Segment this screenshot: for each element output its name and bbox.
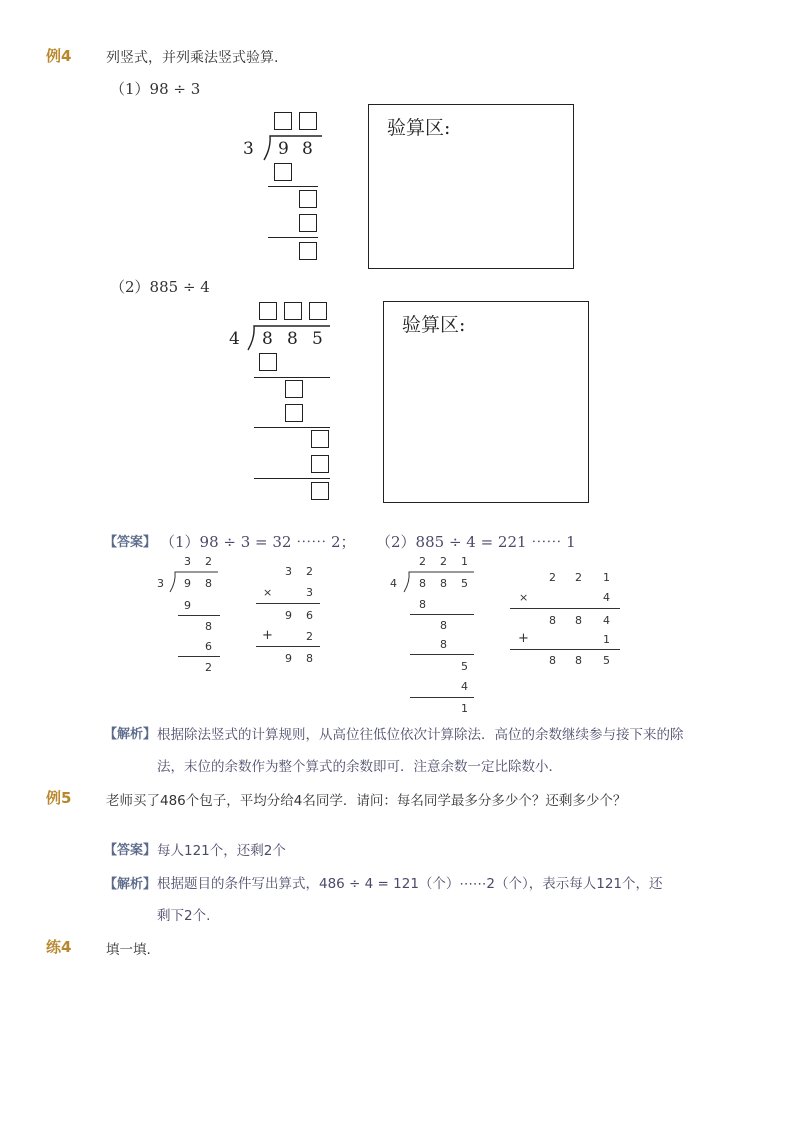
dividend-digit: 8 <box>302 139 313 159</box>
sum-digit: 8 <box>575 654 582 667</box>
product-digit: 8 <box>575 614 582 627</box>
subtraction-line <box>410 697 474 698</box>
quotient-digit: 2 <box>440 555 447 568</box>
sum-line <box>510 649 620 650</box>
quotient-digit: 2 <box>419 555 426 568</box>
remainder-blank[interactable] <box>299 242 317 260</box>
step-blank[interactable] <box>311 430 329 448</box>
check-area-2[interactable] <box>383 301 589 503</box>
subtraction-line <box>254 377 330 378</box>
quotient-digit: 3 <box>184 555 191 568</box>
quotient-blank[interactable] <box>284 302 302 320</box>
practice-4-text: 填一填. <box>106 942 151 958</box>
problem-2-label: （2）885 ÷ 4 <box>110 278 210 296</box>
subtraction-line <box>268 237 318 238</box>
example-5-tag: 例5 <box>46 789 72 807</box>
step-digit: 9 <box>184 599 191 612</box>
sum-line <box>256 646 320 647</box>
check-area-1[interactable] <box>368 104 574 269</box>
step-blank[interactable] <box>311 455 329 473</box>
practice-4-tag: 练4 <box>46 938 72 956</box>
dividend-digit: 8 <box>419 577 426 590</box>
quotient-digit: 2 <box>205 555 212 568</box>
quotient-blank[interactable] <box>274 112 292 130</box>
example-4-tag: 例4 <box>46 47 72 65</box>
division-bracket <box>262 134 324 162</box>
subtraction-line <box>254 427 330 428</box>
remainder-blank[interactable] <box>311 482 329 500</box>
step-digit: 4 <box>461 680 468 693</box>
subtraction-line <box>178 656 220 657</box>
step-digit: 5 <box>461 660 468 673</box>
quotient-blank[interactable] <box>299 112 317 130</box>
dividend-digit: 8 <box>287 329 298 349</box>
addend: 1 <box>603 633 610 646</box>
step-blank[interactable] <box>274 163 292 181</box>
product-digit: 9 <box>285 609 292 622</box>
dividend-digit: 8 <box>262 329 273 349</box>
analysis-label: 【解析】 <box>104 727 157 742</box>
product-line <box>256 603 320 604</box>
factor-digit: 3 <box>285 565 292 578</box>
factor-digit: 2 <box>549 571 556 584</box>
plus-sign: + <box>518 631 529 646</box>
subtraction-line <box>410 614 474 615</box>
remainder-digit: 2 <box>205 661 212 674</box>
step-blank[interactable] <box>285 404 303 422</box>
analysis-line-2: 法，末位的余数作为整个算式的余数即可．注意余数一定比除数小． <box>157 759 562 775</box>
quotient-blank[interactable] <box>259 302 277 320</box>
addend: 2 <box>306 630 313 643</box>
divisor: 3 <box>157 577 164 590</box>
dividend-digit: 9 <box>278 139 289 159</box>
example-4-instruction: 列竖式，并列乘法竖式验算. <box>106 50 279 66</box>
example-5-analysis-line-1: 根据题目的条件写出算式，486 ÷ 4 = 121（个）⋯⋯2（个），表示每人121个，还 <box>157 876 663 892</box>
answer-part-1: （1）98 ÷ 3 = 32 ⋯⋯ 2； <box>160 533 356 551</box>
step-digit: 8 <box>205 620 212 633</box>
product-digit: 6 <box>306 609 313 622</box>
plus-sign: + <box>262 628 273 643</box>
check-area-label: 验算区: <box>387 117 451 139</box>
multiplier: 4 <box>603 591 610 604</box>
sum-digit: 8 <box>549 654 556 667</box>
divisor: 4 <box>390 577 397 590</box>
step-digit: 8 <box>440 638 447 651</box>
example-5-answer: 每人121个，还剩2个 <box>157 843 286 859</box>
step-digit: 8 <box>419 598 426 611</box>
divisor: 4 <box>229 329 240 349</box>
product-digit: 8 <box>549 614 556 627</box>
dividend-digit: 8 <box>205 577 212 590</box>
product-line <box>510 608 620 609</box>
step-digit: 8 <box>440 619 447 632</box>
analysis-label: 【解析】 <box>104 877 157 892</box>
analysis-line-1: 根据除法竖式的计算规则，从高位往低位依次计算除法．高位的余数继续参与接下来的除 <box>157 727 684 743</box>
subtraction-line <box>178 615 220 616</box>
times-sign: × <box>519 591 529 604</box>
multiplier: 3 <box>306 586 313 599</box>
step-blank[interactable] <box>285 380 303 398</box>
quotient-digit: 1 <box>461 555 468 568</box>
answer-label: 【答案】 <box>104 535 157 550</box>
dividend-digit: 5 <box>461 577 468 590</box>
step-blank[interactable] <box>299 190 317 208</box>
answer-label: 【答案】 <box>104 843 157 858</box>
example-5-analysis-line-2: 剩下2个. <box>157 908 211 924</box>
dividend-digit: 8 <box>440 577 447 590</box>
step-blank[interactable] <box>299 214 317 232</box>
factor-digit: 1 <box>603 571 610 584</box>
subtraction-line <box>254 478 330 479</box>
step-digit: 6 <box>205 640 212 653</box>
times-sign: × <box>263 586 273 599</box>
sum-digit: 5 <box>603 654 610 667</box>
example-5-question: 老师买了486个包子，平均分给4名同学．请问：每名同学最多分多少个？还剩多少个？ <box>106 793 627 809</box>
check-area-label: 验算区: <box>402 314 466 336</box>
dividend-digit: 9 <box>184 577 191 590</box>
sum-digit: 8 <box>306 652 313 665</box>
dividend-digit: 5 <box>312 329 323 349</box>
step-blank[interactable] <box>259 353 277 371</box>
subtraction-line <box>410 654 474 655</box>
subtraction-line <box>268 186 318 187</box>
divisor: 3 <box>243 139 254 159</box>
division-bracket <box>168 570 220 594</box>
quotient-blank[interactable] <box>309 302 327 320</box>
answer-part-2: （2）885 ÷ 4 = 221 ⋯⋯ 1 <box>376 533 576 551</box>
remainder-digit: 1 <box>461 702 468 715</box>
factor-digit: 2 <box>306 565 313 578</box>
factor-digit: 2 <box>575 571 582 584</box>
problem-1-label: （1）98 ÷ 3 <box>110 80 201 98</box>
product-digit: 4 <box>603 614 610 627</box>
sum-digit: 9 <box>285 652 292 665</box>
